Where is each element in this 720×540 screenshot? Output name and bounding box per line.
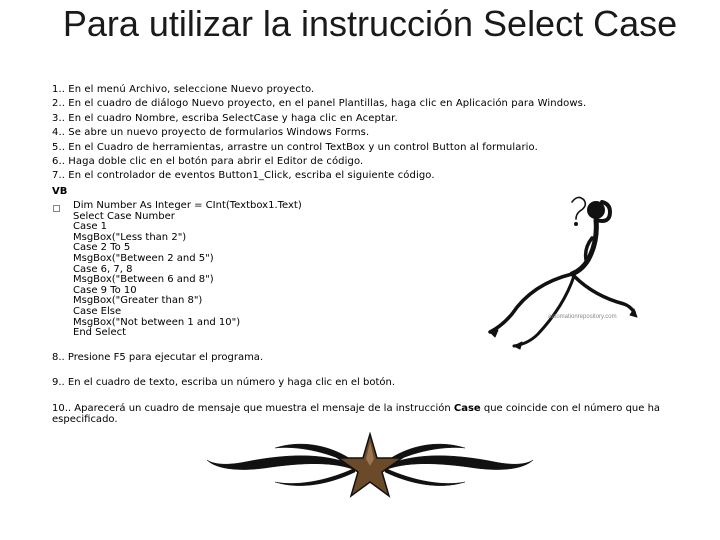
star-ornament-icon [205,432,535,500]
step-1: 1.. En el menú Archivo, seleccione Nuevo proyecto. [52,84,315,95]
vb-label: VB [52,186,68,197]
watermark-text: automationrepository.com [548,314,617,320]
code-line: Case 9 To 10 [73,284,137,296]
step-6: 6.. Haga doble clic en el botón para abrir el Editor de código. [52,156,364,168]
step-10-text: 10.. Aparecerá un cuadro de mensaje que muestra el mensaje de la instrucción [52,403,454,414]
step-10-keyword: Case [453,403,481,414]
code-block [73,201,302,339]
code-line: MsgBox("Greater than 8") [73,295,203,307]
steps-list [52,83,692,184]
code-line: End Select [73,327,127,339]
step-2: 2.. En el cuadro de diálogo Nuevo proyecto, en el panel Plantillas, haga clic en Aplicación para Windows. [52,98,587,110]
step-5: 5.. En el Cuadro de herramientas, arrastre un control TextBox y un control Button al formulario. [52,141,538,153]
code-line: Case 1 [73,221,108,233]
code-line: Case 2 To 5 [73,242,131,254]
step-9: 9.. En el cuadro de texto, escriba un número y haga clic en el botón. [52,377,395,388]
code-line: Select Case Number [73,210,175,222]
step-4: 4.. Se abre un nuevo proyecto de formularios Windows Forms. [52,127,370,139]
step-8: 8.. Presione F5 para ejecutar el programa. [52,352,264,363]
confused-figure-icon [470,190,640,360]
slide-title: Para utilizar la instrucción Select Case [62,3,678,44]
code-line: MsgBox("Less than 2") [73,231,187,243]
code-line: MsgBox("Between 2 and 5") [73,252,214,264]
step-7: 7.. En el controlador de eventos Button1_Click, escriba el siguiente código. [52,170,435,182]
step-10-text-end: que coincide con el número que ha especificado. [52,403,661,425]
code-line: Dim Number As Integer = CInt(Textbox1.Text) [73,200,302,211]
code-line: MsgBox("Between 6 and 8") [73,274,214,286]
square-bullet-icon [53,205,60,212]
step-10 [52,403,682,425]
code-line: MsgBox("Not between 1 and 10") [73,316,241,328]
code-line: Case 6, 7, 8 [73,263,133,275]
code-line: Case Else [73,305,122,317]
step-3: 3.. En el cuadro Nombre, escriba SelectCase y haga clic en Aceptar. [52,112,398,124]
